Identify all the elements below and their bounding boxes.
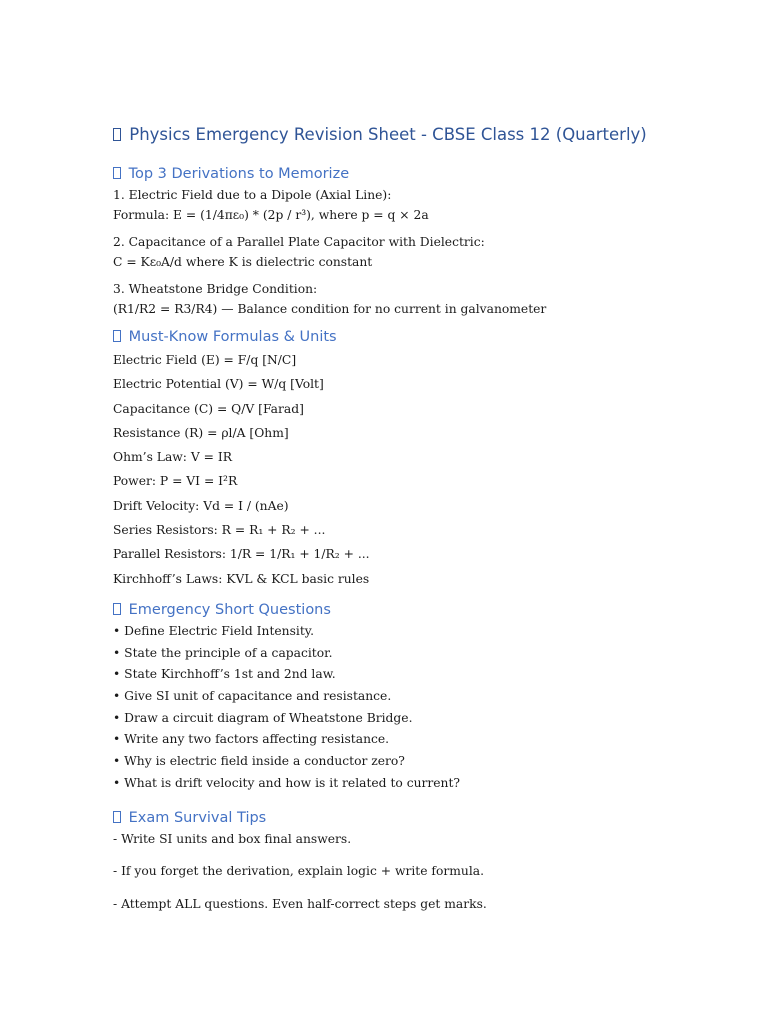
question-item: • Write any two factors affecting resistance.: [113, 732, 390, 747]
derivation-item: [113, 185, 713, 225]
question-item: • State the principle of a capacitor.: [113, 645, 333, 660]
missing-glyph-icon: [113, 128, 121, 141]
derivation-formula: C = Kε₀A/d where K is dielectric constant: [113, 255, 373, 269]
formula-item: Parallel Resistors: 1/R = 1/R₁ + 1/R₂ + ...: [113, 547, 370, 562]
derivation-title: 3. Wheatstone Bridge Condition:: [113, 282, 318, 296]
formula-item: Electric Potential (V) = W/q [Volt]: [113, 377, 324, 392]
derivations-heading: Top 3 Derivations to Memorize: [128, 166, 350, 182]
derivations-heading-row: [113, 163, 713, 185]
missing-glyph-icon: [113, 603, 121, 615]
tips-heading-row: [113, 807, 713, 829]
document-title: Physics Emergency Revision Sheet - CBSE Class 12 (Quarterly): [129, 125, 647, 144]
missing-glyph-icon: [113, 167, 121, 179]
formula-item: Series Resistors: R = R₁ + R₂ + ...: [113, 523, 326, 538]
question-item: • Give SI unit of capacitance and resistance.: [113, 689, 392, 704]
tip-item: - Attempt ALL questions. Even half-correct steps get marks.: [113, 896, 487, 911]
formula-item: Drift Velocity: Vd = I / (nAe): [113, 498, 289, 513]
formula-item: Power: P = VI = I²R: [113, 474, 238, 489]
derivation-item: [113, 232, 713, 272]
question-item: • Define Electric Field Intensity.: [113, 623, 315, 638]
missing-glyph-icon: [113, 330, 121, 342]
questions-heading-row: [113, 599, 713, 621]
question-item: • State Kirchhoff’s 1st and 2nd law.: [113, 667, 336, 682]
document-page: [113, 122, 713, 927]
questions-heading: Emergency Short Questions: [128, 601, 331, 618]
question-item: • What is drift velocity and how is it related to current?: [113, 775, 461, 790]
derivation-formula: Formula: E = (1/4πε₀) * (2p / r³), where p = q × 2a: [113, 208, 429, 222]
derivations-section: [113, 163, 713, 319]
formulas-section: [113, 326, 713, 591]
formula-item: Kirchhoff’s Laws: KVL & KCL basic rules: [113, 571, 370, 586]
tips-heading: Exam Survival Tips: [128, 809, 267, 826]
derivation-item: [113, 279, 713, 319]
formula-item: Resistance (R) = ρl/A [Ohm]: [113, 425, 289, 440]
derivation-title: 1. Electric Field due to a Dipole (Axial Line):: [113, 188, 392, 202]
question-item: • Why is electric field inside a conductor zero?: [113, 754, 405, 769]
formula-item: Ohm’s Law: V = IR: [113, 450, 232, 465]
tip-item: - If you forget the derivation, explain logic + write formula.: [113, 864, 485, 879]
tips-section: [113, 807, 713, 914]
formulas-heading-row: [113, 326, 713, 348]
document-title-row: [113, 122, 713, 148]
tip-item: - Write SI units and box final answers.: [113, 831, 352, 846]
derivation-title: 2. Capacitance of a Parallel Plate Capacitor with Dielectric:: [113, 235, 485, 249]
formula-item: Capacitance (C) = Q/V [Farad]: [113, 401, 304, 416]
missing-glyph-icon: [113, 811, 121, 823]
formula-item: Electric Field (E) = F/q [N/C]: [113, 353, 297, 367]
question-item: • Draw a circuit diagram of Wheatstone Bridge.: [113, 710, 413, 725]
formulas-heading: Must-Know Formulas & Units: [128, 329, 337, 345]
questions-section: [113, 599, 713, 795]
derivation-formula: (R1/R2 = R3/R4) — Balance condition for no current in galvanometer: [113, 302, 547, 316]
